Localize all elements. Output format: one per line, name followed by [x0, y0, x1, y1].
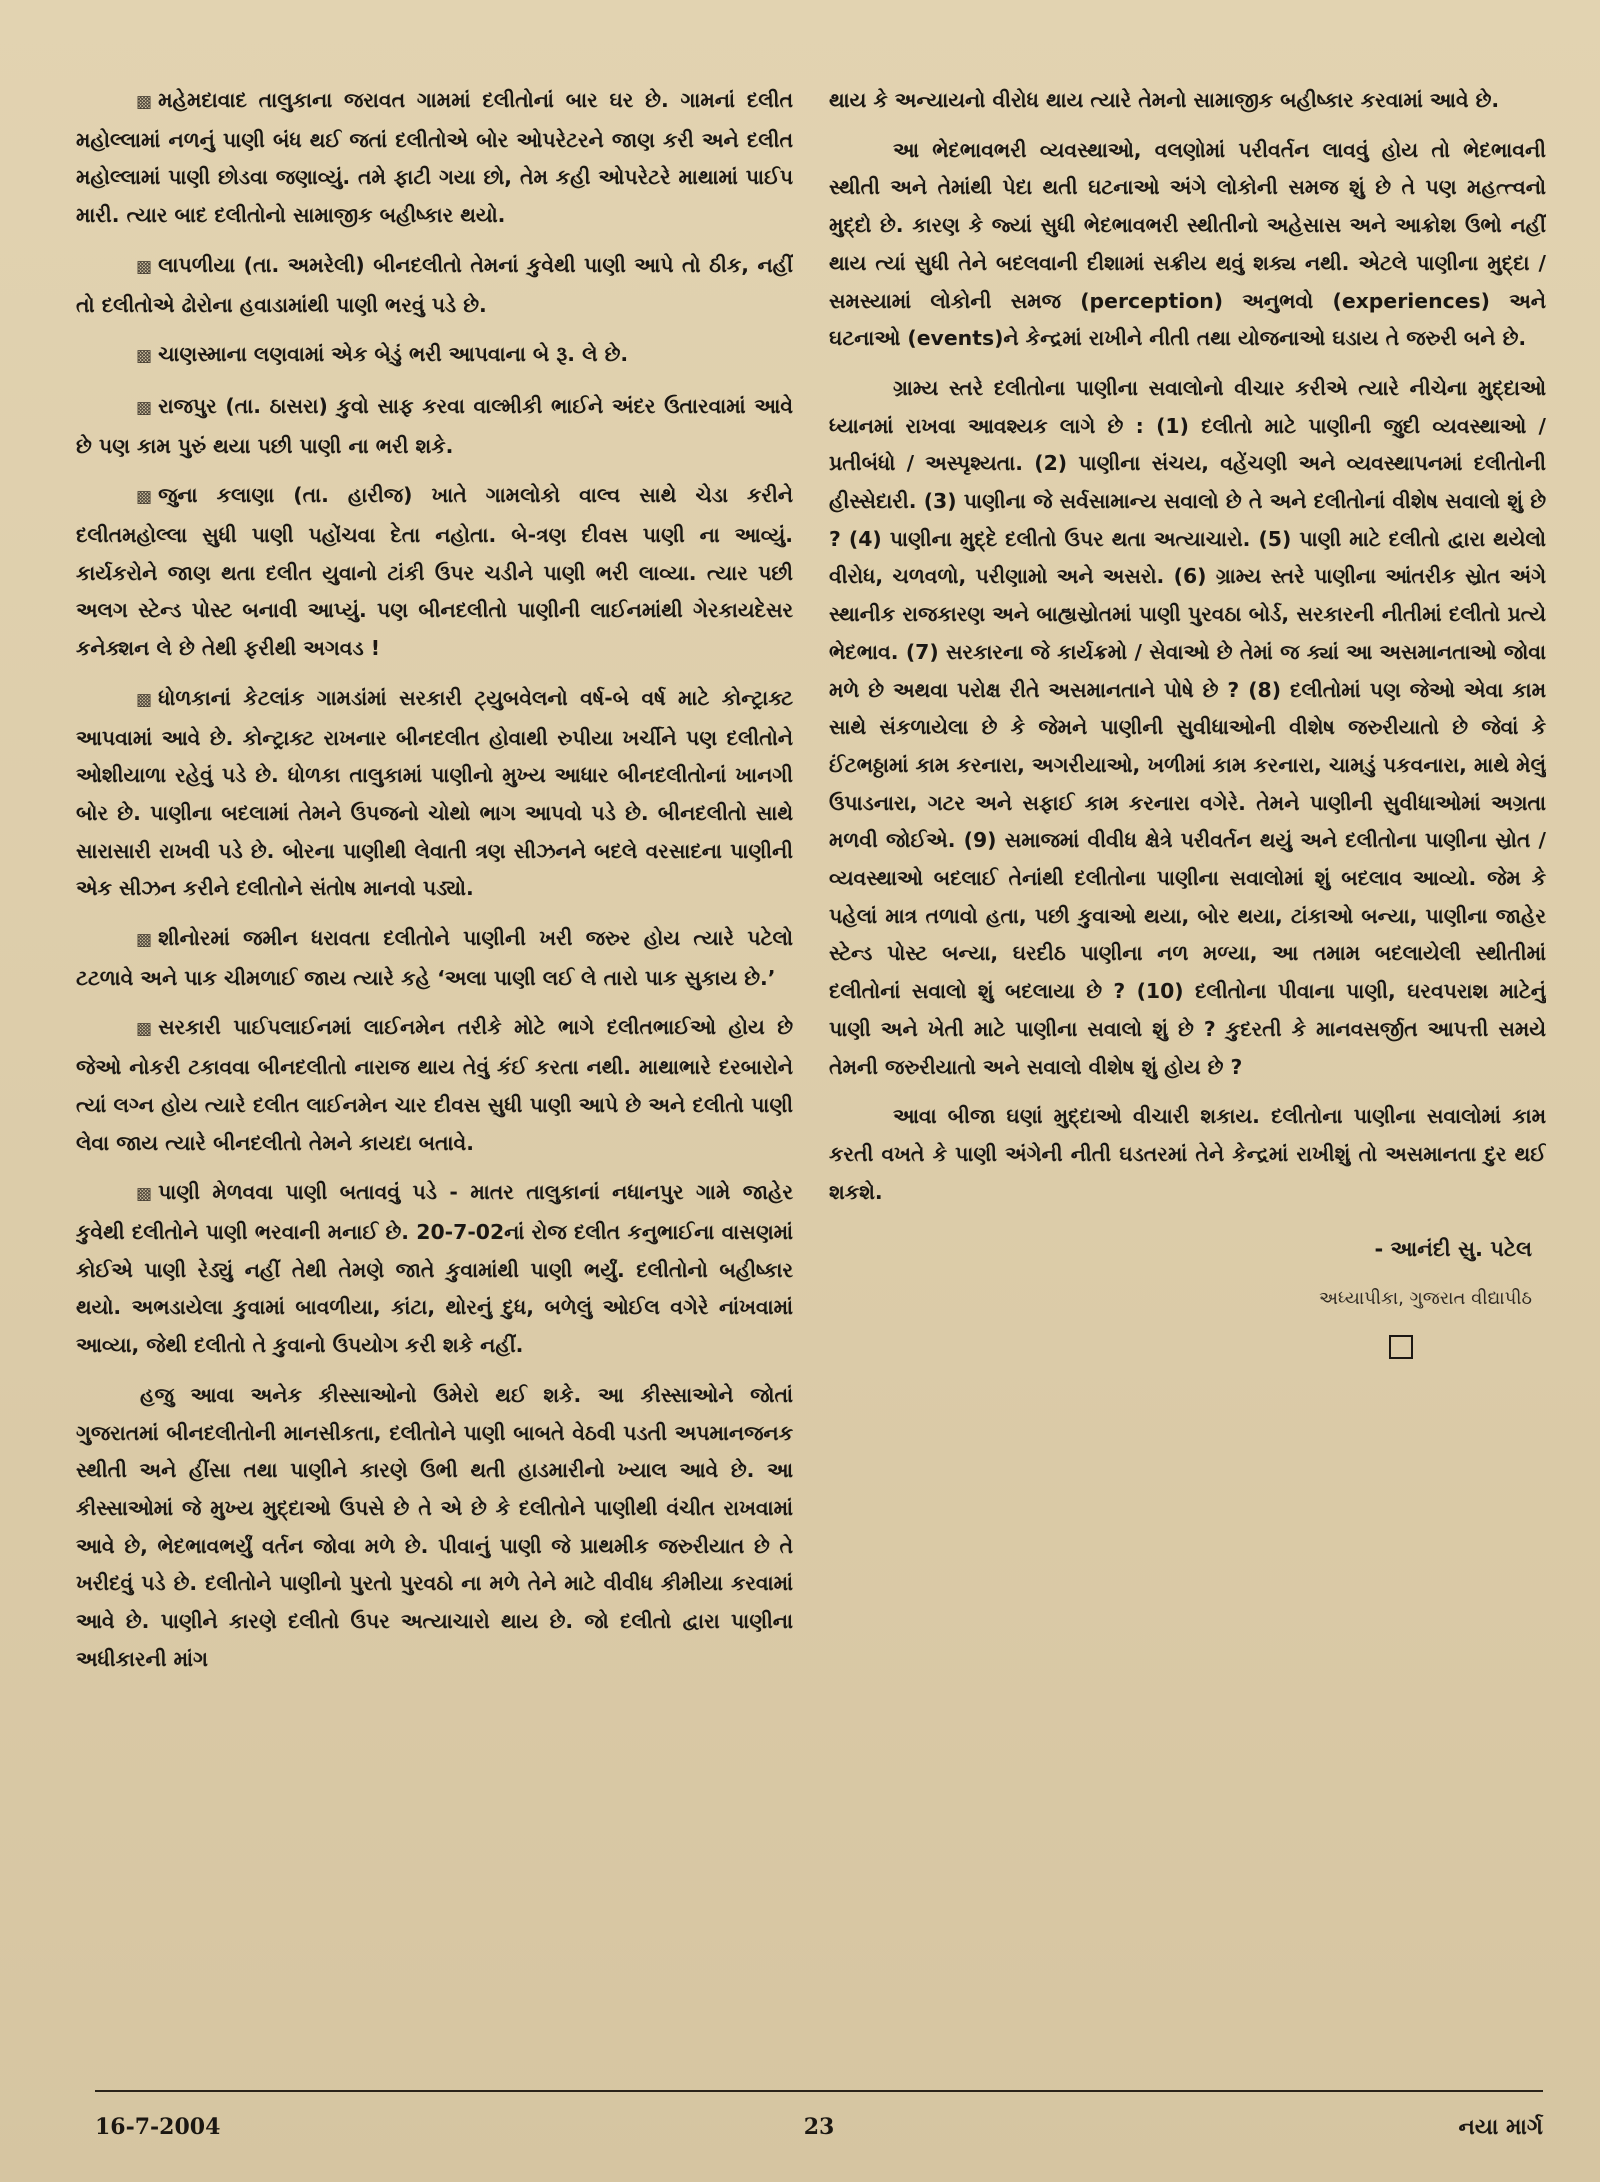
incident-paragraph: [76, 388, 793, 465]
right-column: [829, 82, 1546, 2077]
bullet-square-icon: ▩: [136, 256, 153, 277]
end-of-article-box-icon: [1389, 1335, 1413, 1359]
paragraph-text: શીનોરમાં જમીન ધરાવતા દલીતોને પાણીની ખરી જરુર હોય ત્યારે પટેલો ટટળાવે અને પાક ચીમળાઈ જાય ત્યારે કહે ‘અલા પાણી લઈ લે તારો પાક સુકાય છે.’: [76, 926, 793, 990]
right-column-text: [829, 82, 1546, 1211]
bullet-square-icon: ▩: [136, 92, 153, 112]
body-paragraph: [829, 370, 1546, 1086]
bullet-square-icon: ▩: [136, 1019, 153, 1040]
paragraph-text: ધોળકાનાં કેટલાંક ગામડાંમાં સરકારી ટ્યુબવેલનો વર્ષ-બે વર્ષ માટે કોન્ટ્રાક્ટ આપવામાં આવે છે. કોન્ટ્રાક્ટ રાખનાર બીનદલીત હોવાથી રુપીયા ખર્ચીને પણ દલીતોને ઓશીયાળા રહેવું પડે છે. ધોળકા તાલુકામાં પાણીનો મુખ્ય આધાર બીનદલીતોનાં ખાનગી બોર છે. પાણીના બદલામાં તેમને ઉપજનો ચોથો ભાગ આપવો પડે છે. બીનદલીતો સાથે સારાસારી રાખવી પડે છે. બોરના પાણીથી લેવાતી ત્રણ સીઝનને બદલે વરસાદના પાણીની એક સીઝન કરીને દલીતોને સંતોષ માનવો પડ્યો.: [76, 685, 793, 901]
author-signature: - આનંદી સુ. પટેલ: [1374, 1237, 1532, 1262]
incident-paragraph: [76, 477, 793, 668]
page-number: 23: [803, 2114, 835, 2140]
paragraph-text: લાપળીયા (તા. અમરેલી) બીનદલીતો તેમનાં કુવેથી પાણી આપે તો ઠીક, નહીં તો દલીતોએ ઢોરોના હવાડામાંથી પાણી ભરવું પડે છે.: [76, 252, 793, 317]
incident-paragraph: [76, 247, 793, 324]
publication-name: નયા માર્ગ: [1458, 2114, 1543, 2140]
paragraph-text: હજુ આવા અનેક કીસ્સાઓનો ઉમેરો થઈ શકે. આ કીસ્સાઓને જોતાં ગુજરાતમાં બીનદલીતોની માનસીકતા, દલીતોને પાણી બાબતે વેઠવી પડતી અપમાનજનક સ્થીતી અને હીંસા તથા પાણીને કારણે ઉભી થતી હાડમારીનો ખ્યાલ આવે છે. આ કીસ્સાઓમાં જે મુખ્ય મુદ્દાઓ ઉપસે છે તે એ છે કે દલીતોને પાણીથી વંચીત રાખવામાં આવે છે, ભેદભાવભર્યું વર્તન જોવા મળે છે. પીવાનું પાણી જે પ્રાથમીક જરુરીયાત છે તે ખરીદવું પડે છે. દલીતોને પાણીનો પુરતો પુરવઠો ના મળે તેને માટે વીવીધ કીમીયા કરવામાં આવે છે. પાણીને કારણે દલીતો ઉપર અત્યાચારો થાય છે. જો દલીતો દ્વારા પાણીના અધીકારની માંગ: [76, 1382, 793, 1671]
footer-rule: [95, 2090, 1543, 2092]
page-footer: [95, 2114, 1543, 2154]
incident-paragraph: [76, 920, 793, 997]
article-body: [76, 82, 1546, 2077]
paragraph-text: મહેમદાવાદ તાલુકાના જરાવત ગામમાં દલીતોનાં બાર ઘર છે. ગામનાં દલીત મહોલ્લામાં નળનું પાણી બંધ થઈ જતાં દલીતોએ બોર ઓપરેટરને જાણ કરી અને દલીત મહોલ્લામાં પાણી છોડવા જણાવ્યું. તમે ફાટી ગયા છો, તેમ કહી ઓપરેટરે માથામાં પાઈપ મારી. ત્યાર બાદ દલીતોનો સામાજીક બહીષ્કાર થયો.: [76, 88, 793, 228]
paragraph-text: રાજપુર (તા. ઠાસરા) કુવો સાફ કરવા વાલ્મીકી ભાઈને અંદર ઉતારવામાં આવે છે પણ કામ પુરું થયા પછી પાણી ના ભરી શકે.: [76, 393, 793, 458]
paragraph-text: થાય કે અન્યાયનો વીરોધ થાય ત્યારે તેમનો સામાજીક બહીષ્કાર કરવામાં આવે છે.: [829, 88, 1500, 112]
continued-paragraph: [829, 82, 1546, 120]
bullet-square-icon: ▩: [136, 689, 153, 710]
author-affiliation: અધ્યાપીકા, ગુજરાત વીદ્યાપીઠ: [1318, 1288, 1532, 1310]
paragraph-text: ચાણસ્માના લણવામાં એક બેડું ભરી આપવાના બે રૂ. લે છે.: [158, 342, 629, 367]
incident-paragraph: [76, 1009, 793, 1162]
issue-date: 16-7-2004: [95, 2114, 221, 2140]
paragraph-text: આવા બીજા ઘણાં મુદ્દાઓ વીચારી શકાય. દલીતોના પાણીના સવાલોમાં કામ કરતી વખતે કે પાણી અંગેની નીતી ઘડતરમાં તેને કેન્દ્રમાં રાખીશું તો અસમાનતા દુર થઈ શકશે.: [829, 1104, 1546, 1204]
paragraph-text: ગ્રામ્ય સ્તરે દલીતોના પાણીના સવાલોનો વીચાર કરીએ ત્યારે નીચેના મુદ્દાઓ ધ્યાનમાં રાખવા આવશ્યક લાગે છે : (1) દલીતો માટે પાણીની જુદી વ્યવસ્થાઓ / પ્રતીબંધો / અસ્પૃશ્યતા. (2) પાણીના સંચય, વહેંચણી અને વ્યવસ્થાપનમાં દલીતોની હીસ્સેદારી. (3) પાણીના જે સર્વસામાન્ય સવાલો છે તે અને દલીતોનાં વીશેષ સવાલો શું છે ? (4) પાણીના મુદ્દે દલીતો ઉપર થતા અત્યાચારો. (5) પાણી માટે દલીતો દ્વારા થયેલો વીરોધ, ચળવળો, પરીણામો અને અસરો. (6) ગ્રામ્ય સ્તરે પાણીના આંતરીક સ્રોત અંગે સ્થાનીક રાજકારણ અને બાહ્યસ્રોતમાં પાણી પુરવઠા બોર્ડ, સરકારની નીતીમાં દલીતો પ્રત્યે ભેદભાવ. (7) સરકારના જે કાર્યક્રમો / સેવાઓ છે તેમાં જ ક્યાં આ અસમાનતાઓ જોવા મળે છે અથવા પરોક્ષ રીતે અસમાનતાને પોષે છે ? (8) દલીતોમાં પણ જેઓ એવા કામ સાથે સંકળાયેલા છે કે જેમને પાણીની સુવીધાઓની વીશેષ જરુરીયાતો છે જેવાં કે ઈંટભઠ્ઠામાં કામ કરનારા, અગરીયાઓ, ખળીમાં કામ કરનારા, ચામડું પકવનારા, માથે મેલું ઉપાડનારા, ગટર અને સફાઈ કામ કરનારા વગેરે. તેમને પાણીની સુવીધાઓમાં અગ્રતા મળવી જોઈએ. (9) સમાજમાં વીવીધ ક્ષેત્રે પરીવર્તન થયું અને દલીતોના પાણીના સ્રોત / વ્યવસ્થાઓ બદલાઈ તેનાંથી દલીતોના પાણીના સવાલોમાં શું બદલાવ આવ્યો. જેમ કે પહેલાં માત્ર તળાવો હતા, પછી કુવાઓ થયા, બોર થયા, ટાંકાઓ બન્યા, પાણીના જાહેર સ્ટેન્ડ પોસ્ટ બન્યા, ઘરદીઠ પાણીના નળ મળ્યા, આ તમામ બદલાયેલી સ્થીતીમાં દલીતોનાં સવાલો શું બદલાયા છે ? (10) દલીતોના પીવાના પાણી, ઘરવપરાશ માટેનું પાણી અને ખેતી માટે પાણીના સવાલો શું છે ? કુદરતી કે માનવસર્જીત આપત્તી સમયે તેમની જરુરીયાતો અને સવાલો વીશેષ શું હોય છે ?: [829, 375, 1546, 1079]
incident-paragraph: [76, 336, 793, 376]
paragraph-text: જુના કલાણા (તા. હારીજ) ખાતે ગામલોકો વાલ્વ સાથે ચેડા કરીને દલીતમહોલ્લા સુધી પાણી પહોંચવા દેતા નહોતા. બે-ત્રણ દીવસ પાણી ના આવ્યું. કાર્યકરોને જાણ થતા દલીત યુવાનો ટાંકી ઉપર ચડીને પાણી ભરી લાવ્યા. ત્યાર પછી અલગ સ્ટેન્ડ પોસ્ટ બનાવી આપ્યું. પણ બીનદલીતો પાણીની લાઈનમાંથી ગેરકાયદેસર કનેક્શન લે છે તેથી ફરીથી અગવડ !: [76, 483, 793, 661]
bullet-square-icon: ▩: [136, 397, 153, 418]
body-paragraph: [76, 1377, 793, 1679]
incident-paragraph: [76, 1174, 793, 1365]
bullet-square-icon: ▩: [136, 930, 153, 951]
body-paragraph: [829, 132, 1546, 358]
bullet-square-icon: ▩: [136, 1184, 153, 1205]
left-column: [76, 82, 793, 2077]
bullet-square-icon: ▩: [136, 346, 153, 367]
bullet-square-icon: ▩: [136, 487, 153, 508]
incident-paragraph: [76, 680, 793, 908]
body-paragraph: [829, 1098, 1546, 1211]
paragraph-text: આ ભેદભાવભરી વ્યવસ્થાઓ, વલણોમાં પરીવર્તન લાવવું હોય તો ભેદભાવની સ્થીતી અને તેમાંથી પેદા થતી ઘટનાઓ અંગે લોકોની સમજ શું છે તે પણ મહત્ત્વનો મુદ્દો છે. કારણ કે જ્યાં સુધી ભેદભાવભરી સ્થીતીનો અહેસાસ અને આક્રોશ ઉભો નહીં થાય ત્યાં સુધી તેને બદલવાની દીશામાં સક્રીય થવું શક્ય નથી. એટલે પાણીના મુદ્દા / સમસ્યામાં લોકોની સમજ (perception) અનુભવો (experiences) અને ઘટનાઓ (events)ને કેન્દ્રમાં રાખીને નીતી તથા યોજનાઓ ઘડાય તે જરુરી બને છે.: [829, 137, 1546, 351]
paragraph-text: પાણી મેળવવા પાણી બતાવવું પડે - માતર તાલુકાનાં નધાનપુર ગામે જાહેર કુવેથી દલીતોને પાણી ભરવાની મનાઈ છે. 20-7-02નાં રોજ દલીત કનુભાઈના વાસણમાં કોઈએ પાણી રેડ્યું નહીં તેથી તેમણે જાતે કુવામાંથી પાણી ભર્યું. દલીતોનો બહીષ્કાર થયો. અભડાયેલા કુવામાં બાવળીયા, કાંટા, થોરનું દુધ, બળેલું ઓઈલ વગેરે નાંખવામાં આવ્યા, જેથી દલીતો તે કુવાનો ઉપયોગ કરી શકે નહીં.: [76, 1180, 793, 1358]
incident-paragraph: [76, 82, 793, 235]
paragraph-text: સરકારી પાઈપલાઈનમાં લાઈનમેન તરીકે મોટે ભાગે દલીતભાઈઓ હોય છે જેઓ નોકરી ટકાવવા બીનદલીતો નારાજ થાય તેવું કંઈ કરતા નથી. માથાભારે દરબારોને ત્યાં લગ્ન હોય ત્યારે દલીત લાઈનમેન ચાર દીવસ સુધી પાણી આપે છે અને દલીતો પાણી લેવા જાય ત્યારે બીનદલીતો તેમને કાયદા બતાવે.: [76, 1015, 793, 1155]
